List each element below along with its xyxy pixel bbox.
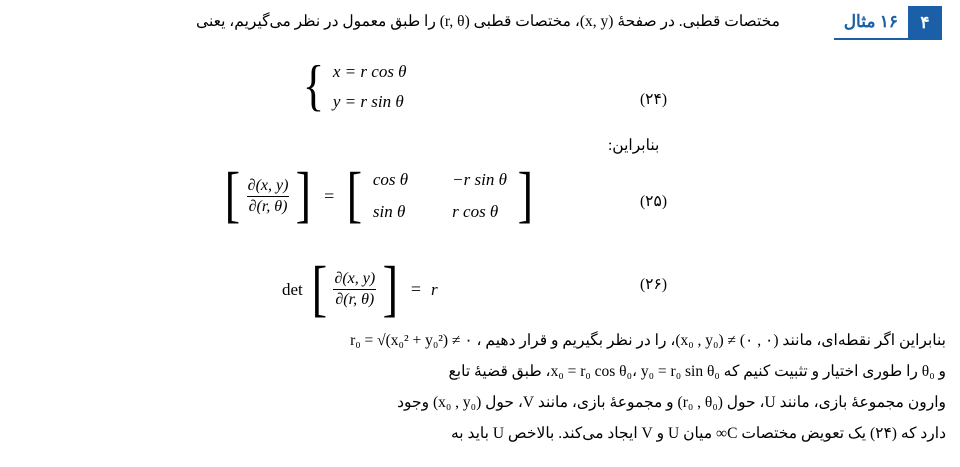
det-numerator: ∂(x, y) bbox=[334, 270, 376, 288]
equation-24-line-2: y = r sin θ bbox=[332, 92, 404, 111]
paragraph-final-line-2: و θ₀ را طوری اختیار و تثبیت کنیم که x₀ = r₀ cos θ₀، y₀ = r₀ sin θ₀، طبق قضیهٔ تابع bbox=[448, 363, 946, 380]
therefore-label: بنابراین: bbox=[608, 137, 660, 154]
page-header bbox=[834, 6, 942, 40]
equation-24-number: (۲۴) bbox=[640, 91, 667, 108]
jacobian-numerator: ∂(x, y) bbox=[247, 176, 289, 194]
paragraph-final bbox=[14, 325, 946, 449]
matrix-cell-12: −r sin θ bbox=[452, 170, 507, 189]
equals-sign-26: = bbox=[410, 279, 422, 300]
left-brace-glyph: { bbox=[302, 55, 325, 118]
matrix-cell-22: r cos θ bbox=[452, 202, 499, 221]
equation-24-line-1: x = r cos θ bbox=[332, 62, 407, 81]
equation-24-brace-group bbox=[300, 55, 407, 118]
jacobian-fraction-det bbox=[329, 270, 380, 309]
equation-24-lines bbox=[333, 62, 407, 112]
matrix-cell-21: sin θ bbox=[372, 202, 406, 221]
det-result: r bbox=[431, 279, 438, 299]
right-bracket-glyph-det: ] bbox=[382, 255, 399, 323]
paragraph-final-line-4: دارد که (۲۴) یک تعویض مختصات C∞ میان U و V ایجاد می‌کند. بالاخص U باید به bbox=[450, 425, 946, 442]
jacobian-matrix bbox=[365, 170, 515, 222]
page-number: ۴ bbox=[908, 6, 942, 40]
matrix-cell-11: cos θ bbox=[372, 170, 409, 189]
paragraph-final-line-1: بنابراین اگر نقطه‌ای، مانند (۰ , ۰) ≠ (x₀ , y₀)، را در نظر بگیریم و قرار دهیم ، ۰ ≠ r₀ = √(x₀² + y₀²) bbox=[350, 332, 946, 349]
right-bracket-glyph-lhs: ] bbox=[296, 161, 312, 230]
det-denominator: ∂(r, θ) bbox=[335, 291, 375, 309]
equation-26 bbox=[282, 255, 438, 323]
det-label: det bbox=[282, 279, 303, 299]
equation-25-number: (۲۵) bbox=[640, 193, 667, 210]
paragraph-final-line-3: وارون مجموعهٔ بازی، مانند U، حول (r₀ , θ₀) و مجموعهٔ بازی، مانند V، حول (x₀ , y₀) وجود bbox=[397, 394, 946, 411]
equals-sign-25: = bbox=[324, 185, 335, 206]
jacobian-fraction-lhs bbox=[243, 177, 294, 216]
equation-26-number: (۲۶) bbox=[640, 276, 667, 293]
equation-25 bbox=[222, 161, 536, 230]
equation-24 bbox=[300, 55, 407, 118]
jacobian-denominator: ∂(r, θ) bbox=[248, 197, 288, 215]
paragraph-intro: مختصات قطبی. در صفحهٔ (x, y)، مختصات قطبی (r, θ) را طبق معمول در نظر می‌گیریم، یعنی bbox=[196, 13, 780, 30]
right-bracket-glyph-matrix: ] bbox=[517, 161, 534, 230]
left-bracket-glyph-matrix: [ bbox=[346, 161, 363, 230]
chapter-label: ۱۶ مثال bbox=[834, 6, 908, 40]
left-bracket-glyph-det: [ bbox=[311, 255, 327, 323]
left-bracket-glyph-lhs: [ bbox=[224, 161, 241, 230]
